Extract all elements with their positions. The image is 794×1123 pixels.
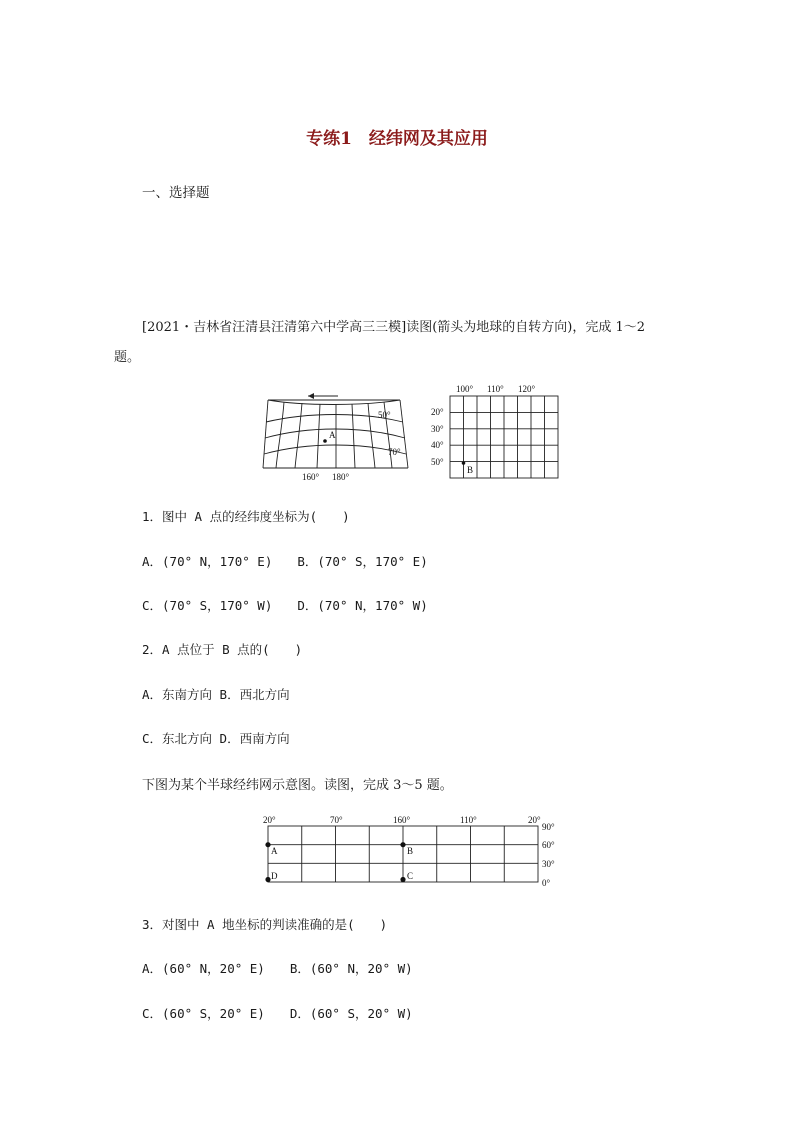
point-a-marker — [323, 439, 327, 443]
question-2-options-ab: A．东南方向 B．西北方向 — [142, 687, 290, 702]
lat-label-90: 90° — [542, 822, 555, 832]
question-2-options-cd: C．东北方向 D．西南方向 — [142, 731, 290, 746]
intro-2: 下图为某个半球经纬网示意图。读图，完成 3～5 题。 — [142, 778, 453, 793]
lon-label-20-right: 20° — [528, 815, 541, 825]
figure-3-hemisphere-grid — [260, 812, 562, 892]
lat-label-20: 20° — [431, 407, 444, 417]
lon-label-110: 110° — [487, 384, 504, 394]
lon-label-20-left: 20° — [263, 815, 276, 825]
lat-label-50: 50° — [378, 410, 391, 420]
point-a-marker-3 — [265, 842, 270, 847]
point-b-marker — [462, 461, 466, 465]
point-a-label: A — [329, 430, 336, 440]
question-3-options-ab: A．(60° N，20° E) B．(60° N，20° W) — [142, 961, 413, 976]
lon-label-120: 120° — [518, 384, 536, 394]
figure-2-grid — [430, 382, 562, 482]
point-d-label-3: D — [271, 871, 278, 881]
lat-label-50: 50° — [431, 457, 444, 467]
intro-line-2: 题。 — [114, 350, 141, 365]
lat-label-0: 0° — [542, 878, 551, 888]
question-1-options-cd: C．(70° S，170° W) D．(70° N，170° W) — [142, 598, 428, 613]
point-d-marker-3 — [265, 877, 270, 882]
lat-label-60: 60° — [542, 840, 555, 850]
lat-label-40: 40° — [431, 440, 444, 450]
lon-label-70: 70° — [330, 815, 343, 825]
question-3-stem: 3．对图中 A 地坐标的判读准确的是( ) — [142, 917, 388, 932]
question-1-options-ab: A．(70° N，170° E) B．(70° S，170° E) — [142, 554, 428, 569]
lon-label-110: 110° — [460, 815, 477, 825]
point-b-marker-3 — [400, 842, 405, 847]
intro-line-1: [2021・吉林省汪清县汪清第六中学高三三模]读图(箭头为地球的自转方向)，完成 1～2 — [142, 320, 646, 335]
page-title: 专练1 经纬网及其应用 — [306, 129, 488, 149]
question-2-stem: 2．A 点位于 B 点的( ) — [142, 642, 303, 657]
lon-label-100: 100° — [456, 384, 474, 394]
lon-label-160: 160° — [393, 815, 411, 825]
question-3-options-cd: C．(60° S，20° E) D．(60° S，20° W) — [142, 1006, 413, 1021]
figure-1-graticule — [258, 388, 418, 486]
point-b-label: B — [467, 465, 474, 475]
point-a-label-3: A — [271, 846, 278, 856]
lat-label-30: 30° — [542, 859, 555, 869]
point-c-label-3: C — [407, 871, 414, 881]
section-heading: 一、选择题 — [142, 185, 210, 201]
lat-label-70: 70° — [388, 447, 401, 457]
question-1-stem: 1．图中 A 点的经纬度坐标为( ) — [142, 509, 350, 524]
point-c-marker-3 — [400, 877, 405, 882]
rotation-arrow — [308, 393, 338, 399]
lon-label-180: 180° — [332, 472, 350, 482]
lon-label-160: 160° — [302, 472, 320, 482]
point-b-label-3: B — [407, 846, 414, 856]
lat-label-30: 30° — [431, 424, 444, 434]
